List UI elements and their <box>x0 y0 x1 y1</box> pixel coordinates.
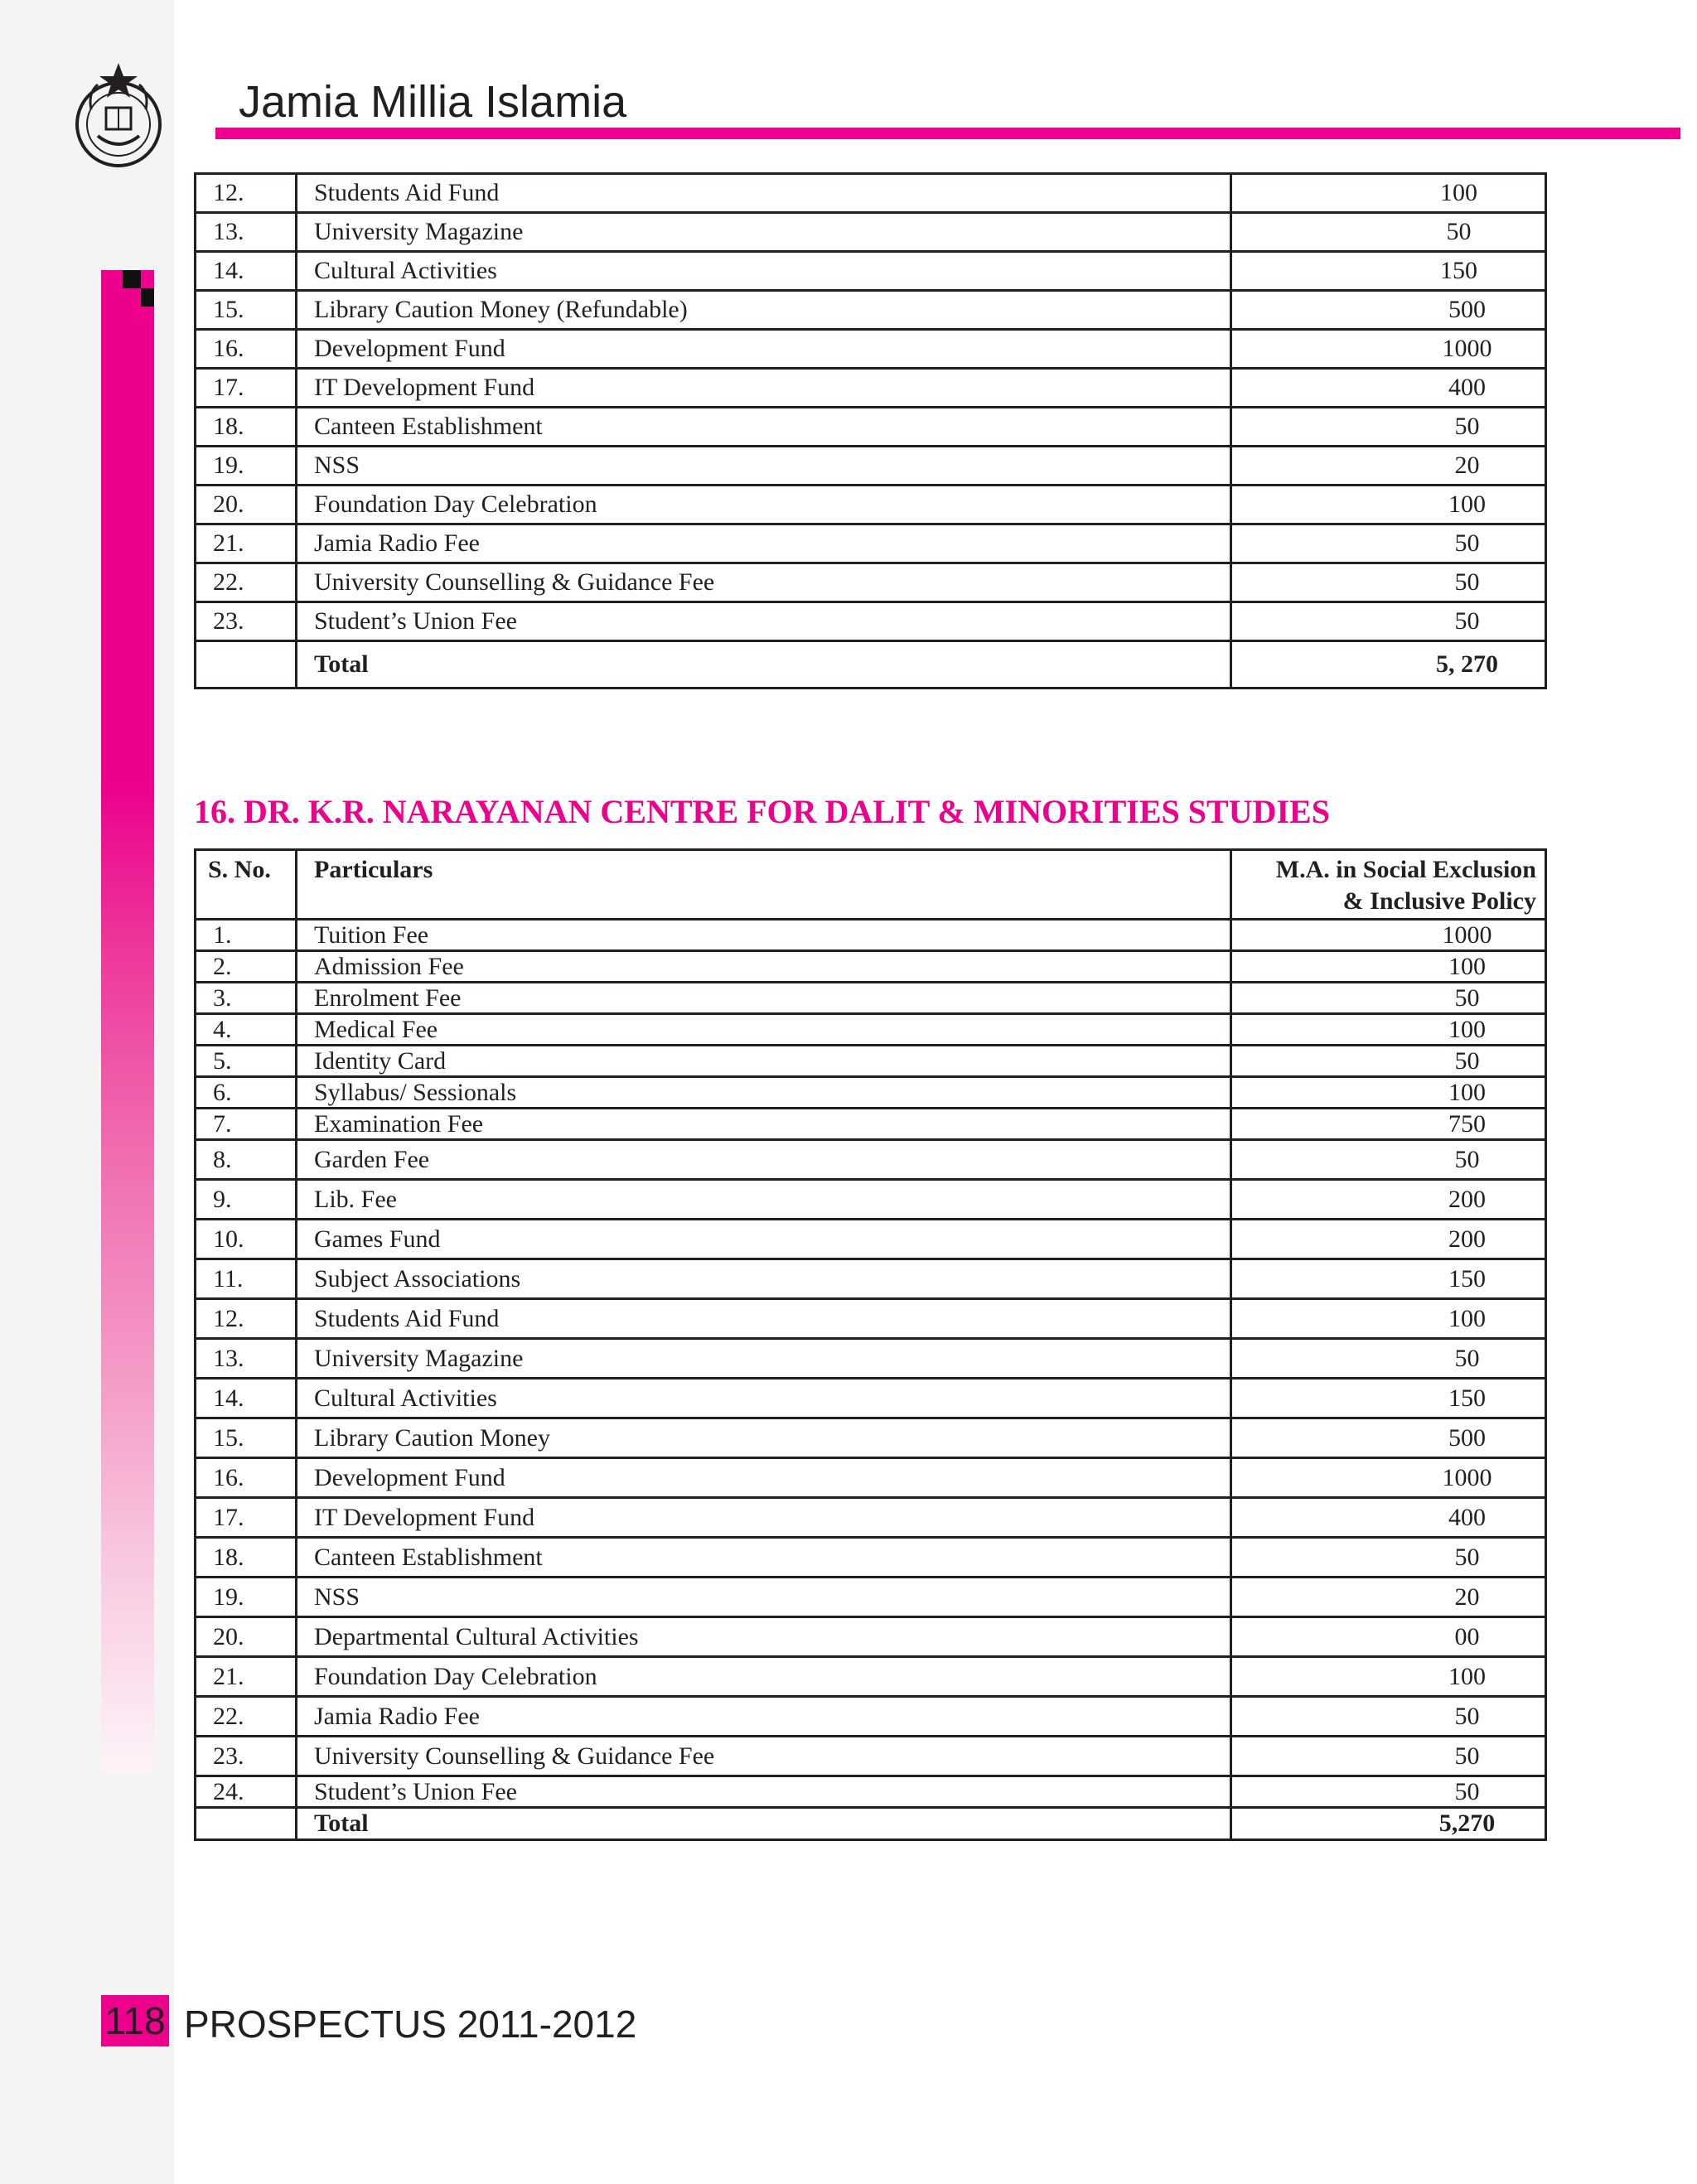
serial-number: 17. <box>196 369 297 408</box>
amount: 200 <box>1231 1180 1546 1220</box>
total-value: 5, 270 <box>1231 641 1546 689</box>
amount: 50 <box>1231 1046 1546 1077</box>
serial-number: 10. <box>196 1220 297 1259</box>
table-row <box>196 1259 1546 1299</box>
particular: Foundation Day Celebration <box>297 1657 1231 1697</box>
university-emblem-icon <box>73 60 164 176</box>
table-row <box>196 1339 1546 1379</box>
table-row <box>196 447 1546 486</box>
serial-number: 16. <box>196 330 297 369</box>
particular: Examination Fee <box>297 1109 1231 1140</box>
section-heading: 16. DR. K.R. NARAYANAN CENTRE FOR DALIT & MINORITIES STUDIES <box>194 793 1330 830</box>
particular: Subject Associations <box>297 1259 1231 1299</box>
particular: Games Fund <box>297 1220 1231 1259</box>
amount: 50 <box>1231 563 1546 602</box>
serial-number: 12. <box>196 1299 297 1339</box>
particular: Foundation Day Celebration <box>297 486 1231 524</box>
particular: Syllabus/ Sessionals <box>297 1077 1231 1109</box>
table-row <box>196 1299 1546 1339</box>
particular: Library Caution Money (Refundable) <box>297 291 1231 330</box>
table-row <box>196 1538 1546 1578</box>
amount: 1000 <box>1231 920 1546 951</box>
particular: Students Aid Fund <box>297 174 1231 213</box>
table-row <box>196 1737 1546 1776</box>
amount: 100 <box>1231 1299 1546 1339</box>
serial-number: 23. <box>196 1737 297 1776</box>
serial-number: 19. <box>196 447 297 486</box>
serial-number: 2. <box>196 951 297 983</box>
particular: NSS <box>297 1578 1231 1617</box>
column-header-particulars: Particulars <box>297 850 1231 920</box>
table-row <box>196 1046 1546 1077</box>
amount: 500 <box>1231 1418 1546 1458</box>
serial-number: 22. <box>196 563 297 602</box>
particular: Cultural Activities <box>297 1379 1231 1418</box>
particular: Student’s Union Fee <box>297 1776 1231 1808</box>
column-header-sno: S. No. <box>196 850 297 920</box>
serial-number: 1. <box>196 920 297 951</box>
table-row <box>196 291 1546 330</box>
particular: University Magazine <box>297 213 1231 252</box>
amount: 20 <box>1231 1578 1546 1617</box>
amount: 50 <box>1231 1339 1546 1379</box>
particular: Canteen Establishment <box>297 408 1231 447</box>
amount: 150 <box>1231 252 1546 291</box>
particular: Medical Fee <box>297 1014 1231 1046</box>
particular: University Magazine <box>297 1339 1231 1379</box>
table-row <box>196 486 1546 524</box>
serial-number: 23. <box>196 602 297 641</box>
particular: Student’s Union Fee <box>297 602 1231 641</box>
table-row <box>196 1109 1546 1140</box>
table-row <box>196 1697 1546 1737</box>
particular: Library Caution Money <box>297 1418 1231 1458</box>
table-row <box>196 1379 1546 1418</box>
amount: 50 <box>1231 408 1546 447</box>
header-rule <box>215 128 1680 139</box>
table-row <box>196 920 1546 951</box>
particular: Canteen Establishment <box>297 1538 1231 1578</box>
serial-number: 12. <box>196 174 297 213</box>
table-row <box>196 1498 1546 1538</box>
table-row <box>196 1140 1546 1180</box>
serial-number: 18. <box>196 1538 297 1578</box>
amount: 400 <box>1231 369 1546 408</box>
amount: 50 <box>1231 1776 1546 1808</box>
amount: 50 <box>1231 1697 1546 1737</box>
amount: 50 <box>1231 1538 1546 1578</box>
table-row <box>196 983 1546 1014</box>
amount: 500 <box>1231 291 1546 330</box>
total-label: Total <box>297 641 1231 689</box>
particular: IT Development Fund <box>297 369 1231 408</box>
footer-title: PROSPECTUS 2011-2012 <box>184 2003 637 2046</box>
total-row <box>196 641 1546 689</box>
particular: Jamia Radio Fee <box>297 1697 1231 1737</box>
particular: Identity Card <box>297 1046 1231 1077</box>
page-number: 118 <box>101 1995 169 2046</box>
amount: 100 <box>1231 1014 1546 1046</box>
serial-number: 9. <box>196 1180 297 1220</box>
serial-number: 24. <box>196 1776 297 1808</box>
fee-table <box>194 848 1547 1841</box>
serial-number: 7. <box>196 1109 297 1140</box>
total-value: 5,270 <box>1231 1808 1546 1840</box>
table-row <box>196 602 1546 641</box>
serial-number: 13. <box>196 213 297 252</box>
table-row <box>196 1776 1546 1808</box>
amount: 00 <box>1231 1617 1546 1657</box>
table-row <box>196 1617 1546 1657</box>
table-row <box>196 1657 1546 1697</box>
serial-number: 21. <box>196 1657 297 1697</box>
amount: 50 <box>1231 1737 1546 1776</box>
serial-number: 8. <box>196 1140 297 1180</box>
table-row <box>196 1458 1546 1498</box>
amount: 1000 <box>1231 330 1546 369</box>
amount: 150 <box>1231 1379 1546 1418</box>
table-row <box>196 408 1546 447</box>
table-row <box>196 330 1546 369</box>
page-header-title: Jamia Millia Islamia <box>239 77 627 127</box>
particular: Tuition Fee <box>297 920 1231 951</box>
empty-cell <box>196 1808 297 1840</box>
particular: Departmental Cultural Activities <box>297 1617 1231 1657</box>
total-label: Total <box>297 1808 1231 1840</box>
particular: Development Fund <box>297 330 1231 369</box>
amount: 50 <box>1231 602 1546 641</box>
side-decoration-square <box>141 288 154 307</box>
particular: IT Development Fund <box>297 1498 1231 1538</box>
course-line-1: M.A. in Social Exclusion <box>1275 856 1536 883</box>
serial-number: 21. <box>196 524 297 563</box>
serial-number: 14. <box>196 1379 297 1418</box>
amount: 50 <box>1231 213 1546 252</box>
particular: Students Aid Fund <box>297 1299 1231 1339</box>
side-decoration-bar <box>101 270 154 1771</box>
amount: 750 <box>1231 1109 1546 1140</box>
serial-number: 5. <box>196 1046 297 1077</box>
amount: 150 <box>1231 1259 1546 1299</box>
table-row <box>196 524 1546 563</box>
serial-number: 20. <box>196 1617 297 1657</box>
side-decoration-square <box>123 270 141 288</box>
serial-number: 4. <box>196 1014 297 1046</box>
particular: Cultural Activities <box>297 252 1231 291</box>
amount: 100 <box>1231 1657 1546 1697</box>
particular: Garden Fee <box>297 1140 1231 1180</box>
table-row <box>196 1578 1546 1617</box>
column-header-course <box>1231 850 1546 920</box>
table-row <box>196 213 1546 252</box>
amount: 50 <box>1231 983 1546 1014</box>
serial-number: 14. <box>196 252 297 291</box>
amount: 50 <box>1231 524 1546 563</box>
table-row <box>196 252 1546 291</box>
amount: 400 <box>1231 1498 1546 1538</box>
particular: Lib. Fee <box>297 1180 1231 1220</box>
particular: Jamia Radio Fee <box>297 524 1231 563</box>
amount: 1000 <box>1231 1458 1546 1498</box>
serial-number: 3. <box>196 983 297 1014</box>
serial-number: 20. <box>196 486 297 524</box>
particular: Admission Fee <box>297 951 1231 983</box>
course-line-2: & Inclusive Policy <box>1342 887 1536 915</box>
empty-cell <box>196 641 297 689</box>
serial-number: 16. <box>196 1458 297 1498</box>
table-row <box>196 1077 1546 1109</box>
table-row <box>196 1418 1546 1458</box>
amount: 100 <box>1231 486 1546 524</box>
fee-table-continued <box>194 172 1547 689</box>
table-row <box>196 563 1546 602</box>
table-row <box>196 1220 1546 1259</box>
serial-number: 6. <box>196 1077 297 1109</box>
total-row <box>196 1808 1546 1840</box>
table-row <box>196 1014 1546 1046</box>
serial-number: 22. <box>196 1697 297 1737</box>
serial-number: 15. <box>196 291 297 330</box>
serial-number: 11. <box>196 1259 297 1299</box>
particular: Enrolment Fee <box>297 983 1231 1014</box>
amount: 100 <box>1231 174 1546 213</box>
serial-number: 17. <box>196 1498 297 1538</box>
table-row <box>196 1180 1546 1220</box>
serial-number: 15. <box>196 1418 297 1458</box>
particular: University Counselling & Guidance Fee <box>297 563 1231 602</box>
table-row <box>196 369 1546 408</box>
amount: 50 <box>1231 1140 1546 1180</box>
amount: 20 <box>1231 447 1546 486</box>
serial-number: 13. <box>196 1339 297 1379</box>
table-row <box>196 174 1546 213</box>
amount: 200 <box>1231 1220 1546 1259</box>
serial-number: 19. <box>196 1578 297 1617</box>
amount: 100 <box>1231 951 1546 983</box>
table-header-row <box>196 850 1546 920</box>
particular: NSS <box>297 447 1231 486</box>
particular: Development Fund <box>297 1458 1231 1498</box>
table-row <box>196 951 1546 983</box>
serial-number: 18. <box>196 408 297 447</box>
particular: University Counselling & Guidance Fee <box>297 1737 1231 1776</box>
amount: 100 <box>1231 1077 1546 1109</box>
